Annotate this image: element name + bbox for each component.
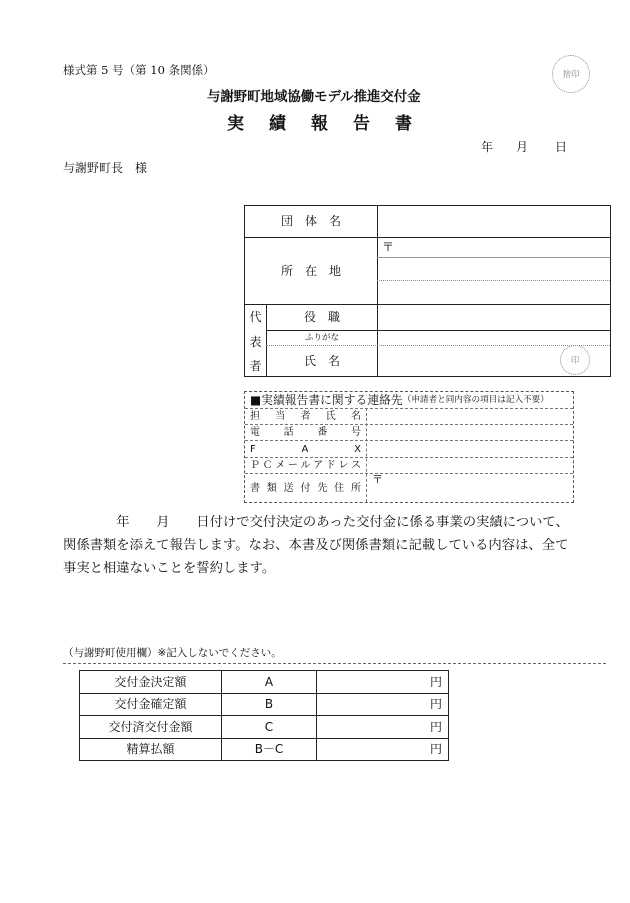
label-character: 書: [250, 482, 260, 494]
item-cell: 交付済交付金額: [80, 716, 222, 739]
organization-name-label: 団 体 名: [280, 214, 341, 228]
table-row: [80, 738, 449, 761]
label-character: ス: [351, 460, 361, 471]
label-character: ル: [300, 460, 311, 471]
label-character: 住: [334, 482, 345, 494]
label-character: レ: [338, 460, 349, 471]
table-rule: [377, 206, 378, 376]
office-use-note: （与謝野町使用欄）※記入しないでください。: [63, 647, 282, 659]
form-number: 様式第 5 号（第 10 条関係）: [63, 63, 215, 77]
table-row: [80, 693, 449, 716]
declaration-line: 事実と相違ないことを誓約します。: [63, 561, 276, 576]
contact-section: [244, 391, 574, 503]
discard-seal-circle: [552, 55, 590, 93]
label-character: 電: [250, 427, 260, 438]
unit-cell: 円: [317, 693, 449, 716]
contact-note: （申請者と同内容の項目は記入不要）: [402, 395, 549, 405]
label-character: 先: [317, 482, 328, 494]
unit-cell: 円: [317, 738, 449, 761]
label-character: 氏: [325, 411, 336, 422]
label-character: ア: [313, 460, 324, 471]
date-month-label: 月: [516, 140, 529, 154]
label-character: F: [250, 443, 256, 455]
date-year-label: 年: [481, 140, 494, 154]
address-label: 所 在 地: [280, 263, 341, 278]
declaration-line: 関係書類を添えて報告します。なお、本書及び関係書類に記載している内容は、全て: [63, 538, 569, 553]
code-cell: A: [222, 671, 317, 694]
table-rule: [377, 280, 610, 281]
representative-label: [245, 311, 266, 373]
label-character: 代: [249, 310, 262, 324]
furigana-label: ふりがな: [304, 332, 339, 343]
address-postal-mark: 〒: [382, 239, 395, 254]
code-cell: B－C: [222, 738, 317, 761]
code-cell: B: [222, 693, 317, 716]
table-row: [80, 671, 449, 694]
label-character: ド: [325, 460, 336, 471]
contact-header: [250, 392, 549, 408]
table-rule: [377, 257, 610, 258]
label-character: 担: [250, 411, 260, 422]
representative-name-label: 氏 名: [303, 353, 340, 368]
label-character: 名: [351, 411, 361, 422]
label-character: 番: [317, 427, 328, 438]
label-character: 表: [249, 334, 262, 349]
declaration-paragraph: [63, 511, 573, 580]
unit-cell: 円: [317, 716, 449, 739]
label-character: X: [354, 443, 361, 455]
email-label: [250, 458, 361, 473]
office-use-separator: [63, 663, 606, 664]
label-character: 所: [350, 482, 361, 494]
phone-label: [250, 425, 361, 440]
document-title: 実 績 報 告 書: [227, 114, 416, 134]
contact-heading: ■実績報告書に関する連絡先: [250, 392, 403, 407]
label-character: Ｃ: [262, 460, 273, 471]
mailing-postal-mark: 〒: [372, 473, 383, 486]
table-row: [80, 716, 449, 739]
label-character: Ｐ: [250, 460, 260, 471]
unit-cell: 円: [317, 671, 449, 694]
label-character: 話: [283, 427, 294, 438]
label-character: 者: [300, 411, 311, 422]
label-character: ー: [287, 460, 298, 471]
label-character: 者: [249, 359, 262, 373]
label-character: 当: [275, 411, 286, 422]
seal-label: 印: [570, 356, 580, 366]
label-character: 付: [300, 482, 311, 494]
code-cell: C: [222, 716, 317, 739]
position-label: 役 職: [303, 310, 340, 324]
label-character: メ: [275, 460, 286, 471]
label-character: A: [301, 443, 309, 455]
contact-person-label: [250, 409, 361, 424]
applicant-table: [244, 205, 611, 377]
label-character: 類: [266, 482, 277, 494]
office-use-table: [79, 670, 449, 761]
date-day-label: 日: [555, 140, 568, 154]
fax-label: [250, 441, 361, 457]
label-character: 送: [283, 482, 294, 494]
label-character: 号: [350, 427, 361, 438]
discard-seal-label: 捨印: [562, 70, 580, 80]
mailing-address-label: [250, 474, 361, 502]
table-rule: [366, 408, 367, 502]
seal-circle: [560, 345, 590, 375]
item-cell: 交付金決定額: [80, 671, 222, 694]
item-cell: 精算払額: [80, 738, 222, 761]
item-cell: 交付金確定額: [80, 693, 222, 716]
addressee: 与謝野町長 様: [63, 161, 148, 175]
declaration-line: 年 月 日付けで交付決定のあった交付金に係る事業の実績について、: [63, 515, 569, 530]
program-name: 与謝野町地域協働モデル推進交付金: [207, 90, 421, 105]
